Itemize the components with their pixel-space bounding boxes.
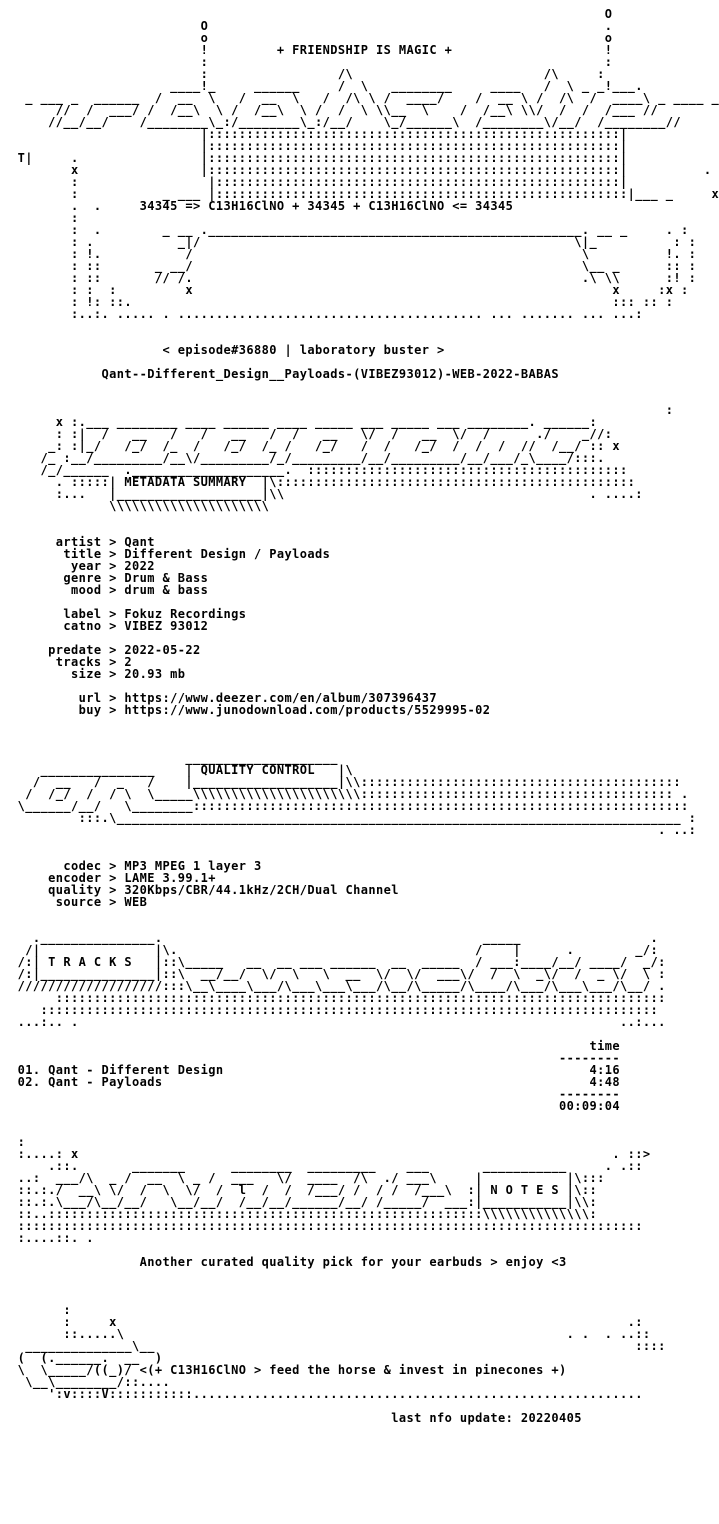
header-art-bottom-line: : . _|/ \|_ : : <box>10 235 697 249</box>
notes-art-line: :::::::::::::::::::::::::::::::::::::::::::::::::::::::::::::::::::::::::::::::::: <box>10 1219 643 1233</box>
tracks-art-line: ///////////////////:::\__\____\___/\___\___\___/\__/\_____/\____/\___/\___\___/\__/ . <box>10 979 666 993</box>
metadata-field-key: tracks <box>10 655 102 669</box>
track-number: 01. <box>10 1063 49 1077</box>
quality-art-line: \______/__/ \________::::::::::::::::::::::::::::::::::::::::::::::::::::::::::::::::: <box>10 799 689 813</box>
notes-art-line: ::.:.\___/\__/__/ \__/__/ /__/__/______/__/ /_____/ ___:|___________|\\: <box>10 1195 598 1209</box>
quality-field-row: codec > MP3 MPEG 1 layer 3 <box>10 859 262 873</box>
notes-text: Another curated quality pick for your earbuds > enjoy <3 <box>10 1255 567 1269</box>
metadata-field-key: size <box>10 667 102 681</box>
logo-art-line: // / ___/ / /__\ \ / /__\ \ / / \ \\__ \ / /__\ \\/ / / /___ // <box>10 103 659 117</box>
header-art-bottom-line: : : : x x :x : <box>10 283 689 297</box>
notes-art-line: : <box>10 1135 26 1149</box>
tracks-art-line: /| |\. / | . _/: <box>10 943 659 957</box>
logo-art-line: : |:::::::::::::::::::::::::::::::::::::::::::::::::::::| <box>10 175 628 189</box>
quality-field-row: source > WEB <box>10 895 148 909</box>
quality-field-key: source <box>10 895 102 909</box>
tracks-art-line: ._______________. _____ . <box>10 931 659 945</box>
metadata-art-line: : <box>10 403 674 417</box>
metadata-field-row: artist > Qant <box>10 535 155 549</box>
logo-art-line: : _ ___ |::::::::::::::::::::::::::::::::::::::::::::::::::::::|___ _ x <box>10 187 719 201</box>
tracks-art-line: ::::::::::::::::::::::::::::::::::::::::::::::::::::::::::::::::::::::::::::::::: <box>10 1003 659 1017</box>
tracks-art-line: :::::::::::::::::::::::::::::::::::::::::::::::::::::::::::::::::::::::::::::::: <box>10 991 666 1005</box>
tracks-rule-bottom: -------- <box>10 1087 620 1101</box>
metadata-field-row: catno > VIBEZ 93012 <box>10 619 209 633</box>
tracks-art-line: /:| T R A C K S |::\_____ __ __ ___ ______ __ _____ / ___:____/__/ ____/ _/: <box>10 955 666 969</box>
metadata-field-value: 20.93 mb <box>124 667 186 681</box>
footer-art-line: : <box>10 1303 71 1317</box>
metadata-field-value: Fokuz Recordings <box>124 607 247 621</box>
header-art-bottom-line: : :: // /. .\ \\ :! : <box>10 271 697 285</box>
header-art-line: O . <box>10 19 613 33</box>
footer-slogan: \ \_____/((_)/ <(+ C13H16ClNO > feed the horse & invest in pinecones +) <box>10 1363 567 1377</box>
track-time: 4:16 <box>589 1063 620 1077</box>
footer-art2-line: ':v::::V:::::::::::........................................................... <box>10 1387 643 1401</box>
metadata-field-key: genre <box>10 571 102 585</box>
quality-banner-art <box>10 752 719 836</box>
notes-art-line: ::.:./ __\ \/ / \ \/ / l / / /___/ / / / /___\ :| N O T E S |\:: <box>10 1183 598 1197</box>
quality-art-line: / /_/ / / \ \_____\\\\\\\\\\\\\\\\\\\\\\::::::::::::::::::::::::::::::::::::::::: . <box>10 787 689 801</box>
metadata-fields-artist <box>10 536 719 596</box>
last-update-line <box>10 1412 719 1424</box>
logo-art-line: |::::::::::::::::::::::::::::::::::::::::::::::::::::::| <box>10 127 628 141</box>
formula-line: . . 34345 => C13H16ClNO + 34345 + C13H16ClNO <= 34345 <box>10 199 514 213</box>
notes-art-line: :....: x . ::> <box>10 1147 651 1161</box>
metadata-field-row: genre > Drum & Bass <box>10 571 209 585</box>
quality-field-row: encoder > LAME 3.99.1+ <box>10 871 216 885</box>
metadata-art-line: : :| / __ / / __ / / __ \/ / __ \/ / ./ _//: <box>10 427 613 441</box>
footer-art2-line: \__\________/::.... <box>10 1375 171 1389</box>
tracks-rule-top: -------- <box>10 1051 620 1065</box>
tracks-art-line: ...:.. . ..:... <box>10 1015 666 1029</box>
header-art-bottom-line: : :: _ __/ \__ _ :: : <box>10 259 697 273</box>
metadata-field-row: mood > drum & bass <box>10 583 209 597</box>
metadata-field-row: label > Fokuz Recordings <box>10 607 247 621</box>
quality-art-line: ____________________ <box>10 751 338 765</box>
metadata-banner-art <box>10 404 719 512</box>
metadata-field-key: year <box>10 559 102 573</box>
metadata-fields-label <box>10 608 719 632</box>
header-art-logo <box>10 56 719 200</box>
last-update-value: 20220405 <box>520 1411 582 1425</box>
metadata-link-key: buy <box>10 703 102 717</box>
quality-field-key: codec <box>10 859 102 873</box>
footer-art-line: ______________\__ :::: <box>10 1339 666 1353</box>
quality-field-key: quality <box>10 883 102 897</box>
logo-art-line: : /\ /\ : <box>10 67 605 81</box>
metadata-field-key: predate <box>10 643 102 657</box>
metadata-link-key: url <box>10 691 102 705</box>
logo-art-line: //__/__/ /________\_:/________\_:/__/ \_/______\ /________\/__/ /________// <box>10 115 681 129</box>
track-time: 4:48 <box>589 1075 620 1089</box>
header-art-bottom-line: : !. / \ !. : <box>10 247 697 261</box>
tracks-banner-art <box>10 932 719 1028</box>
metadata-field-row: year > 2022 <box>10 559 155 573</box>
quality-field-value: 320Kbps/CBR/44.1kHz/2CH/Dual Channel <box>124 883 399 897</box>
logo-art-line: |::::::::::::::::::::::::::::::::::::::::::::::::::::::| <box>10 139 628 153</box>
metadata-field-row: tracks > 2 <box>10 655 132 669</box>
metadata-field-value: 2 <box>124 655 132 669</box>
metadata-fields-links <box>10 692 719 716</box>
notes-art-line: .::. _______ ________ _________ ___ ___________ . .:: <box>10 1159 643 1173</box>
metadata-art-line: :... |___________________|\\ . ....: <box>10 487 643 501</box>
logo-art-line: T| . |::::::::::::::::::::::::::::::::::::::::::::::::::::::| <box>10 151 628 165</box>
notes-art-line: ::..:::::::::::::::::::::::::::::::::::::::::::::::::::::::::\\\\\\\\\\\\\\: <box>10 1207 598 1221</box>
quality-field-value: MP3 MPEG 1 layer 3 <box>124 859 262 873</box>
header-art-line: O <box>10 7 613 21</box>
track-title: Qant - Different Design <box>48 1063 224 1077</box>
metadata-art-line: . :::::| METADATA SUMMARY |\::::::::::::::::::::::::::::::::::::::::::::::: <box>10 475 636 489</box>
metadata-art-line: x :.___ ________ ____ ______ ____ _____ ___ _____ ___ ________. ______: <box>10 415 598 429</box>
metadata-link-value: https://www.junodownload.com/products/5529995-02 <box>124 703 491 717</box>
track-title: Qant - Payloads <box>48 1075 163 1089</box>
metadata-field-value: 2022 <box>124 559 155 573</box>
footer-art-line: : x .: <box>10 1315 643 1329</box>
footer-art <box>10 1304 719 1364</box>
metadata-link-row: buy > https://www.junodownload.com/products/5529995-02 <box>10 703 491 717</box>
metadata-field-value: Qant <box>124 535 155 549</box>
metadata-art-line: /_ :__/_________/__\/_________/_/_________/__/_________/__/___/_\____/:::. <box>10 451 605 465</box>
metadata-field-key: artist <box>10 535 102 549</box>
metadata-link-row: url > https://www.deezer.com/en/album/307396437 <box>10 691 437 705</box>
header-art-line: o o <box>10 31 613 45</box>
header-art-bottom <box>10 212 719 320</box>
logo-art-line: ____!_ ______ / \ ________ ____ / \ _ _!___. <box>10 79 643 93</box>
quality-art-line: / __ / _ / |___________________|\\:::::::::::::::::::::::::::::::::::::::::: <box>10 775 681 789</box>
quality-field-key: encoder <box>10 871 102 885</box>
metadata-field-row: title > Different Design / Payloads <box>10 547 331 561</box>
metadata-field-key: catno <box>10 619 102 633</box>
quality-art-line: . ..: <box>10 823 697 837</box>
logo-art-line: : : <box>10 55 613 69</box>
metadata-field-key: title <box>10 547 102 561</box>
last-update-label: last nfo update: <box>391 1411 514 1425</box>
quality-art-line: _______________ | QUALITY CONTROL |\ <box>10 763 354 777</box>
footer-art-line: ( (.______. __ ) <box>10 1351 163 1365</box>
notes-art-line: ..: ___/\ _ / __ \ _ / ___ \/ ____ /\ ./ ___\ | |\::: <box>10 1171 605 1185</box>
tracks-time-header: time <box>10 1039 620 1053</box>
metadata-field-row: predate > 2022-05-22 <box>10 643 201 657</box>
quality-art-line: :::.\__________________________________________________________________________ : <box>10 811 697 825</box>
quality-fields <box>10 860 719 908</box>
quality-field-value: WEB <box>124 895 148 909</box>
metadata-field-value: drum & bass <box>124 583 209 597</box>
tracks-list <box>10 1064 719 1088</box>
metadata-link-value: https://www.deezer.com/en/album/307396437 <box>124 691 437 705</box>
metadata-art-line: \\\\\\\\\\\\\\\\\\\\\ <box>10 499 270 513</box>
footer-art-line: ::.....\ . . . ..:: <box>10 1327 651 1341</box>
tracks-total-line <box>10 1100 719 1112</box>
metadata-field-value: VIBEZ 93012 <box>124 619 209 633</box>
quality-field-row: quality > 320Kbps/CBR/44.1kHz/2CH/Dual Channel <box>10 883 399 897</box>
header-art-line: ! + FRIENDSHIP IS MAGIC + ! <box>10 43 613 57</box>
metadata-art-line: /_/______ .____________________. :::::::::::::::::::::::::::::::::::::::::: <box>10 463 628 477</box>
header-art-bottom-line: : !: ::. ::: :: : <box>10 295 674 309</box>
track-number: 02. <box>10 1075 49 1089</box>
header-art-top <box>10 8 719 56</box>
quality-field-value: LAME 3.99.1+ <box>124 871 216 885</box>
nfo-document <box>10 8 719 1424</box>
metadata-field-value: 2022-05-22 <box>124 643 201 657</box>
tracks-art-line: /:|_______________|::\ __/__/ \/ \ \ __ \/ \/ ___\/ / \ _\/ / _ \/ \ : <box>10 967 666 981</box>
header-art-bottom-line: : . _ __ ._________________________________________________. __ _ . : <box>10 223 689 237</box>
episode-line: < episode#36880 | laboratory buster > <box>10 343 445 357</box>
logo-art-line: _ ___ _ ______ / __ \ / __ \ / /\ \ / ____/ / __ \ / /\ / ____\ _ ____ _ <box>10 91 719 105</box>
metadata-field-row: size > 20.93 mb <box>10 667 186 681</box>
header-art-bottom-line: : <box>10 211 79 225</box>
notes-banner-art <box>10 1136 719 1244</box>
metadata-field-value: Different Design / Payloads <box>124 547 331 561</box>
metadata-fields-predate <box>10 644 719 680</box>
tracks-total: 00:09:04 <box>558 1099 620 1113</box>
metadata-field-key: mood <box>10 583 102 597</box>
metadata-field-value: Drum & Bass <box>124 571 209 585</box>
header-art-bottom-line: :..:. ..... . ........................................ ... ....... ... ...: <box>10 307 643 321</box>
release-name: Qant--Different_Design__Payloads-(VIBEZ93012)-WEB-2022-BABAS <box>10 367 559 381</box>
metadata-art-line: _: :|_/ /_/ /_ / /_/ /_ / /_/ / / /_/ / / / // /__/ :: x <box>10 439 620 453</box>
notes-art-line: :....::. . <box>10 1231 94 1245</box>
metadata-field-key: label <box>10 607 102 621</box>
footer-art-bottom <box>10 1376 719 1400</box>
logo-art-line: x |::::::::::::::::::::::::::::::::::::::::::::::::::::::| . <box>10 163 712 177</box>
